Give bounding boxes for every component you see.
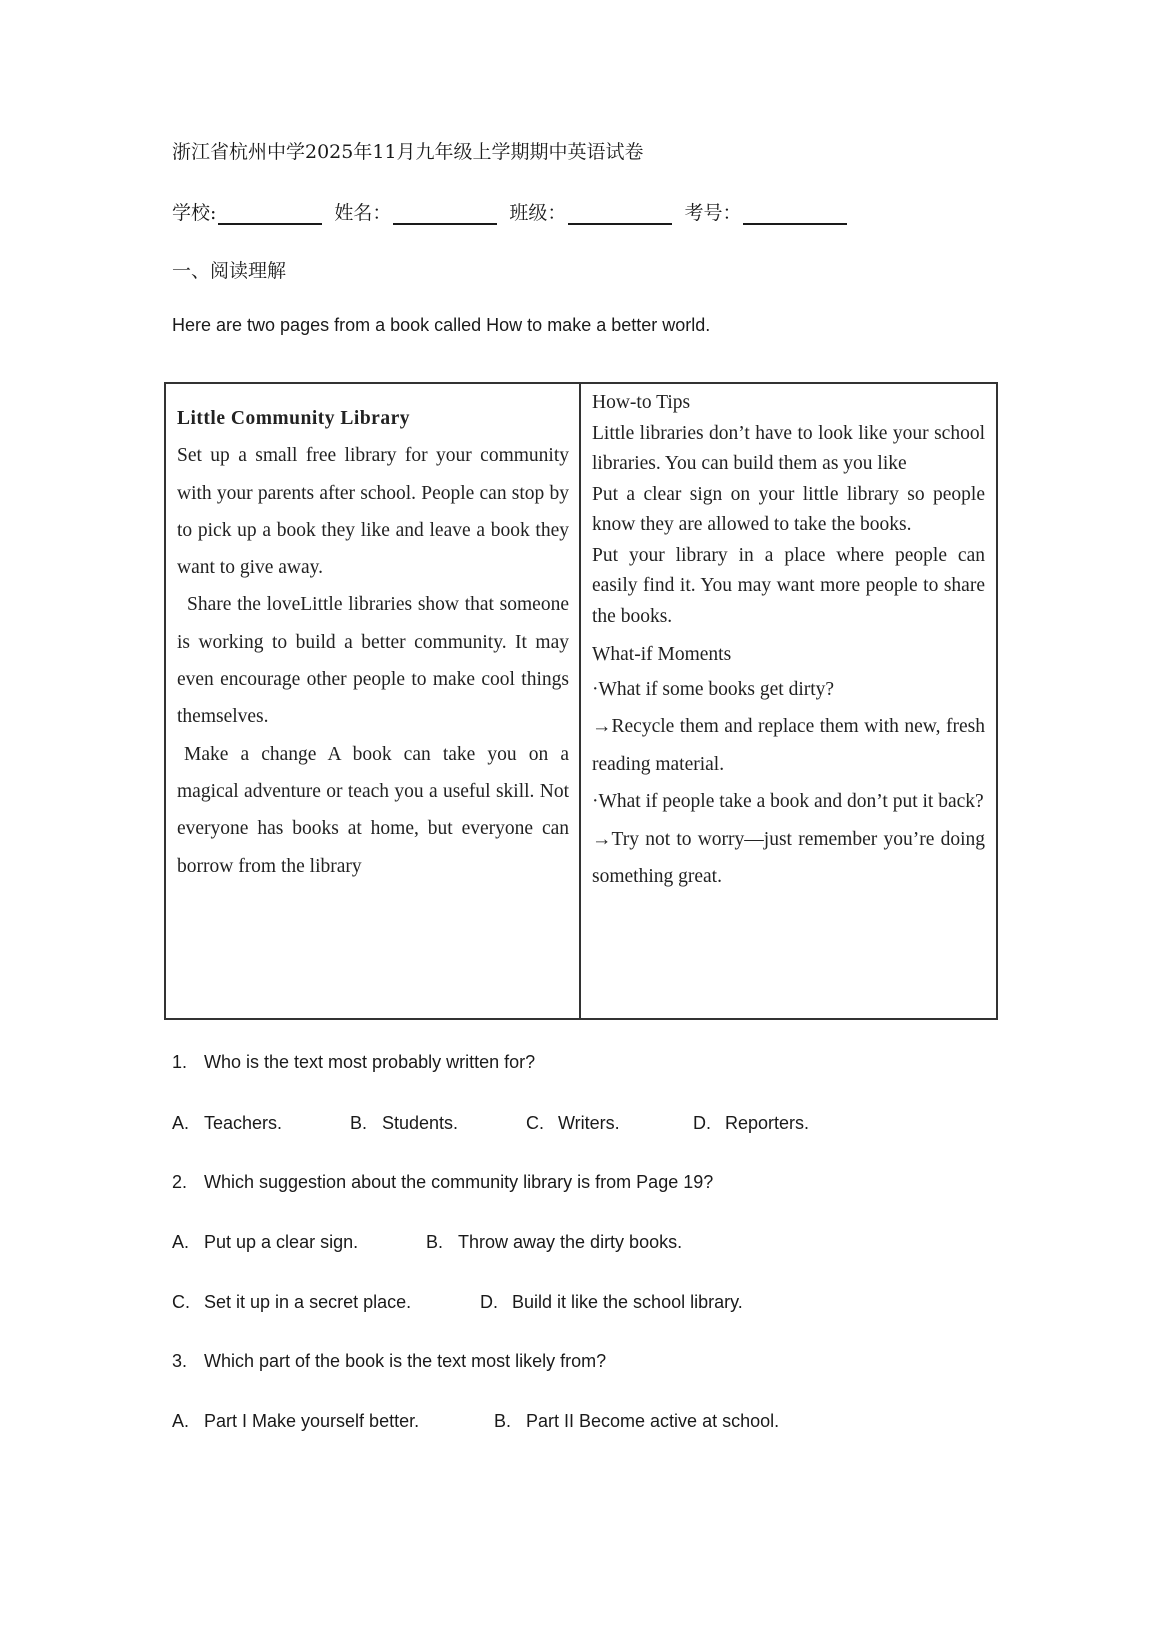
name-blank[interactable] [393,203,497,225]
question-1 [172,1052,535,1073]
library-paragraph-2: Share the loveLittle libraries show that someone is working to build a better community. It may even encourage other people to make cool things themselves. [177,594,569,728]
option-text: Build it like the school library. [512,1292,743,1312]
school-field[interactable] [172,198,328,225]
school-label: 学校: [172,202,217,224]
option-1d[interactable] [693,1113,809,1134]
option-letter: B. [426,1232,444,1252]
option-3a[interactable] [172,1411,419,1432]
whatif-title: What-if Moments [592,644,732,665]
option-text: Set it up in a secret place. [204,1292,412,1312]
question-number: 2. [172,1172,188,1192]
exam-number-blank[interactable] [743,203,847,225]
question-text: Which suggestion about the community library is from Page 19? [204,1172,714,1192]
whatif-question-2: ·What if people take a book and don’t put it back? [592,791,984,812]
option-1a[interactable] [172,1113,282,1134]
option-letter: A. [172,1411,190,1431]
question-number: 1. [172,1052,188,1072]
option-1b[interactable] [350,1113,458,1134]
section-intro: Here are two pages from a book called How to make a better world. [172,315,711,335]
option-letter: C. [172,1292,190,1312]
option-letter: B. [494,1411,512,1431]
question-number: 3. [172,1351,188,1371]
school-blank[interactable] [218,203,322,225]
student-info-fields [172,198,859,225]
option-letter: A. [172,1232,190,1252]
exam-title: 浙江省杭州中学2025年11月九年级上学期期中英语试卷 [172,141,644,163]
option-text: Students. [382,1113,459,1133]
option-text: Put up a clear sign. [204,1232,359,1252]
whatif-answer-2: →Try not to worry—just remember you’re doing something great. [592,828,985,887]
whatif-answer-1: →Recycle them and replace them with new, fresh reading material. [592,716,985,775]
option-letter: D. [693,1113,711,1133]
name-field[interactable] [334,198,503,225]
option-1c[interactable] [526,1113,620,1134]
option-2d[interactable] [480,1292,743,1313]
option-text: Writers. [558,1113,620,1133]
whatif-question-1: ·What if some books get dirty? [592,678,835,700]
option-letter: C. [526,1113,544,1133]
passage-right-column [581,384,996,1018]
exam-number-label: 考号： [684,202,742,224]
question-2 [172,1172,713,1193]
question-text: Who is the text most probably written for? [204,1052,536,1072]
option-letter: B. [350,1113,368,1133]
option-2b[interactable] [426,1232,682,1253]
option-3b[interactable] [494,1411,779,1432]
library-title: Little Community Library [177,408,410,429]
option-text: Reporters. [725,1113,810,1133]
name-label: 姓名： [334,202,392,224]
passage-table [164,382,998,1020]
library-paragraph-3: Make a change A book can take you on a magical adventure or teach you a useful skill. Not everyone has books at home, but everyone can borrow from the library [177,743,569,877]
tip-2: Put a clear sign on your little library so people know they are allowed to take the books. [592,483,985,535]
question-text: Which part of the book is the text most likely from? [204,1351,607,1371]
option-text: Throw away the dirty books. [458,1232,683,1252]
option-2a[interactable] [172,1232,358,1253]
tip-3: Put your library in a place where people can easily find it. You may want more people to share the books. [592,544,985,627]
option-letter: D. [480,1292,498,1312]
option-text: Part II Become active at school. [526,1411,780,1431]
tip-1: Little libraries don’t have to look like your school libraries. You can build them as you like [592,422,985,474]
section-heading: 一、阅读理解 [172,260,287,282]
option-text: Teachers. [204,1113,283,1133]
tips-title: How-to Tips [592,392,691,413]
option-2c[interactable] [172,1292,411,1313]
library-paragraph-1: Set up a small free library for your community with your parents after school. People can stop by to pick up a book they like and leave a book they want to give away. [177,445,569,579]
option-text: Part I Make yourself better. [204,1411,420,1431]
option-letter: A. [172,1113,190,1133]
exam-number-field[interactable] [684,198,853,225]
question-3 [172,1351,606,1372]
class-field[interactable] [509,198,678,225]
class-blank[interactable] [568,203,672,225]
passage-left-column [166,384,581,1018]
class-label: 班级： [509,202,567,224]
